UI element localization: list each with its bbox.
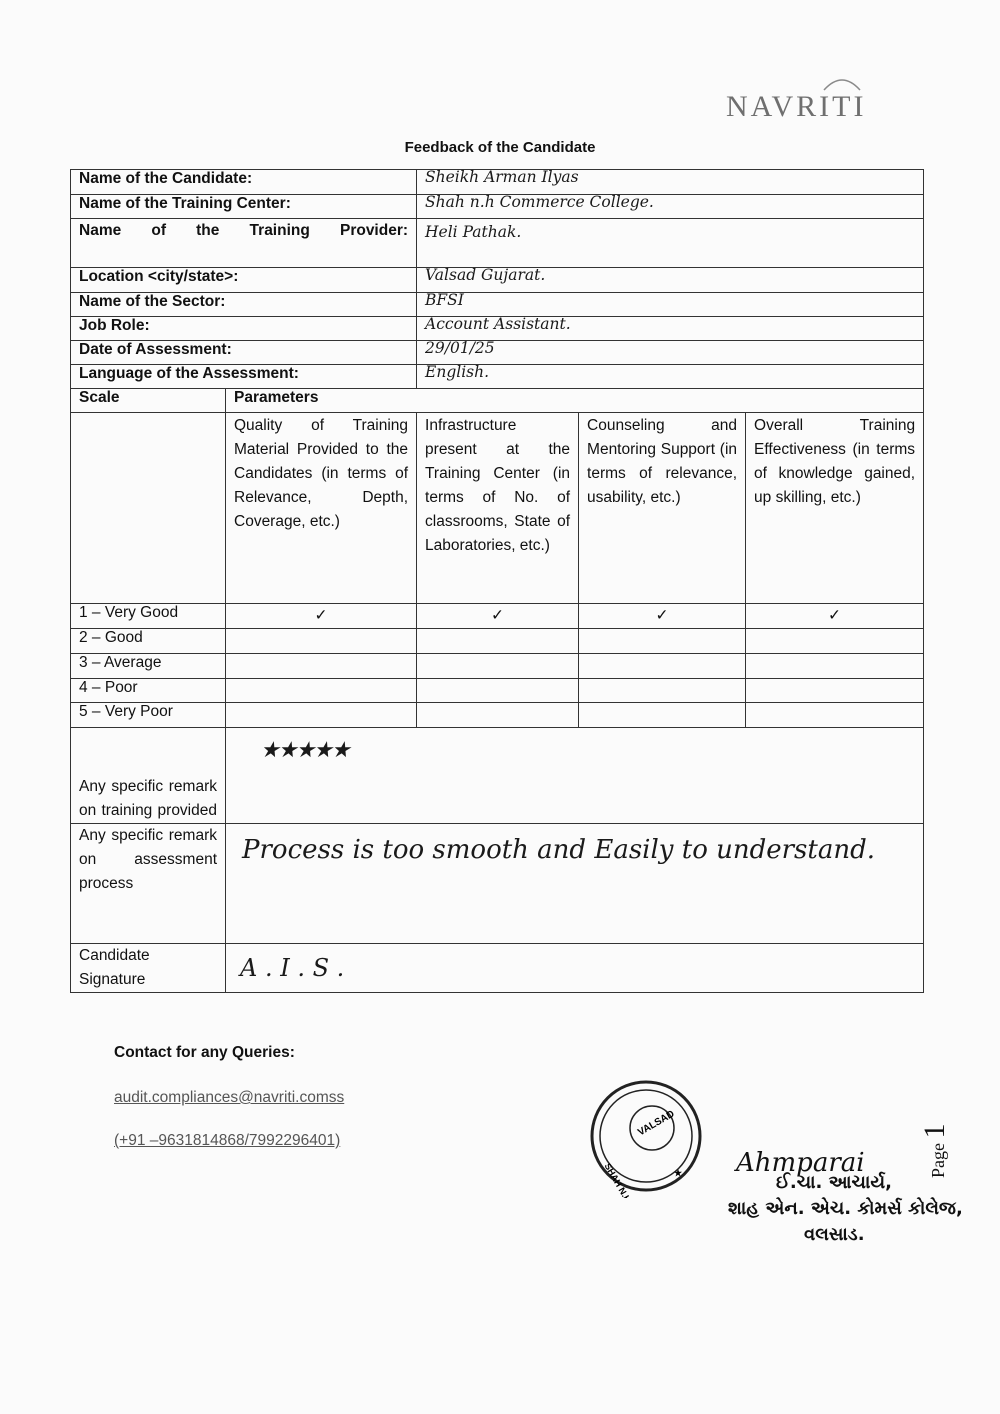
rating-mark: ✓ — [417, 604, 579, 629]
scale-label: 1 – Very Good — [71, 604, 226, 629]
page-title: Feedback of the Candidate — [404, 139, 596, 156]
svg-text:★: ★ — [674, 1168, 683, 1178]
rating-mark — [579, 679, 746, 703]
college-stamp — [588, 1078, 708, 1203]
assessment-date-value: 29/01/25 — [417, 341, 924, 365]
field-label: Name of the Training Provider: — [71, 219, 417, 268]
remark-training-row — [71, 728, 924, 824]
scale-row — [71, 604, 924, 629]
contact-email-link[interactable]: audit.compliances@navriti.comss — [114, 1089, 345, 1106]
remark-assessment-row — [71, 824, 924, 944]
scale-row — [71, 703, 924, 728]
field-row — [71, 365, 924, 389]
field-label: Name of the Training Center: — [71, 195, 417, 219]
field-label: Name of the Candidate: — [71, 170, 417, 195]
rating-mark: ✓ — [579, 604, 746, 629]
scale-label: 3 – Average — [71, 654, 226, 679]
rating-mark — [579, 703, 746, 728]
scale-header-row — [71, 389, 924, 413]
page-number-value: 1 — [918, 1123, 951, 1139]
scale-row — [71, 679, 924, 703]
field-row — [71, 317, 924, 341]
scale-label: 4 – Poor — [71, 679, 226, 703]
rating-mark — [746, 629, 924, 654]
rating-mark — [746, 703, 924, 728]
remark-training-value: ★★★★★ — [226, 728, 924, 824]
remark-assessment-label: Any specific remark on assessment process — [71, 824, 226, 944]
sector-value: BFSI — [417, 293, 924, 317]
college-name-gujarati: શાહ એન. એચ. કોમર્સ કોલેજ, — [728, 1198, 963, 1219]
field-label: Date of Assessment: — [71, 341, 417, 365]
candidate-signature: A . I . S . — [226, 944, 924, 993]
field-label: Name of the Sector: — [71, 293, 417, 317]
scale-row — [71, 654, 924, 679]
contact-phone-link[interactable]: (+91 –9631814868/7992296401) — [114, 1132, 341, 1149]
rating-mark — [579, 629, 746, 654]
scale-header: Scale — [71, 389, 226, 413]
scale-label: 5 – Very Poor — [71, 703, 226, 728]
svg-text:SHAH N.H.: SHAH N.H. — [602, 1161, 635, 1198]
principal-signature: Ahmparai — [736, 1148, 865, 1178]
navriti-logo — [726, 68, 886, 128]
parameter-training-material: Quality of Training Material Provided to the Candidates (in terms of Relevance, Depth, Coverage, etc.) — [226, 413, 417, 604]
rating-mark — [417, 679, 579, 703]
rating-mark — [226, 703, 417, 728]
field-row — [71, 293, 924, 317]
candidate-name-value: Sheikh Arman Ilyas — [417, 170, 924, 195]
training-provider-value: Heli Pathak. — [417, 219, 924, 268]
field-label: Location <city/state>: — [71, 268, 417, 293]
page-number — [918, 1124, 952, 1179]
signature-row — [71, 944, 924, 993]
empty-cell — [71, 413, 226, 604]
scale-label: 2 – Good — [71, 629, 226, 654]
parameters-row — [71, 413, 924, 604]
rating-mark: ✓ — [226, 604, 417, 629]
logo-arc-icon — [822, 72, 862, 92]
remark-training-label: Any specific remark on training provided — [71, 728, 226, 824]
rating-mark — [226, 679, 417, 703]
parameter-counseling: Counseling and Mentoring Support (in terms of relevance, usability, etc.) — [579, 413, 746, 604]
rating-mark — [746, 679, 924, 703]
parameter-infrastructure: Infrastructure present at the Training Center (in terms of No. of classrooms, State of Laboratories, etc.) — [417, 413, 579, 604]
rating-mark — [417, 629, 579, 654]
contact-heading: Contact for any Queries: — [114, 1044, 295, 1061]
scale-row — [71, 629, 924, 654]
field-row — [71, 268, 924, 293]
location-value: Valsad Gujarat. — [417, 268, 924, 293]
rating-mark — [417, 654, 579, 679]
field-label: Language of the Assessment: — [71, 365, 417, 389]
field-row — [71, 195, 924, 219]
field-row — [71, 219, 924, 268]
field-label: Job Role: — [71, 317, 417, 341]
stamp-seal-icon — [588, 1078, 708, 1198]
remark-assessment-value: Process is too smooth and Easily to understand. — [226, 824, 924, 944]
rating-mark: ✓ — [746, 604, 924, 629]
parameters-header: Parameters — [226, 389, 924, 413]
rating-mark — [226, 629, 417, 654]
signature-label: Candidate Signature — [71, 944, 226, 993]
field-row — [71, 170, 924, 195]
training-center-value: Shah n.h Commerce College. — [417, 195, 924, 219]
rating-mark — [417, 703, 579, 728]
college-city-gujarati: વલસાડ. — [804, 1224, 865, 1245]
parameter-overall-effectiveness: Overall Training Effectiveness (in terms of knowledge gained, up skilling, etc.) — [746, 413, 924, 604]
job-role-value: Account Assistant. — [417, 317, 924, 341]
feedback-form — [70, 169, 924, 993]
rating-mark — [746, 654, 924, 679]
field-row — [71, 341, 924, 365]
assessment-language-value: English. — [417, 365, 924, 389]
page-label: Page — [928, 1143, 948, 1178]
svg-text:VALSAD: VALSAD — [636, 1108, 677, 1139]
rating-mark — [579, 654, 746, 679]
logo-text: NAVRITI — [726, 90, 867, 123]
rating-mark — [226, 654, 417, 679]
principal-title: ઈ.ચા. આચાર્ય, — [776, 1172, 892, 1193]
